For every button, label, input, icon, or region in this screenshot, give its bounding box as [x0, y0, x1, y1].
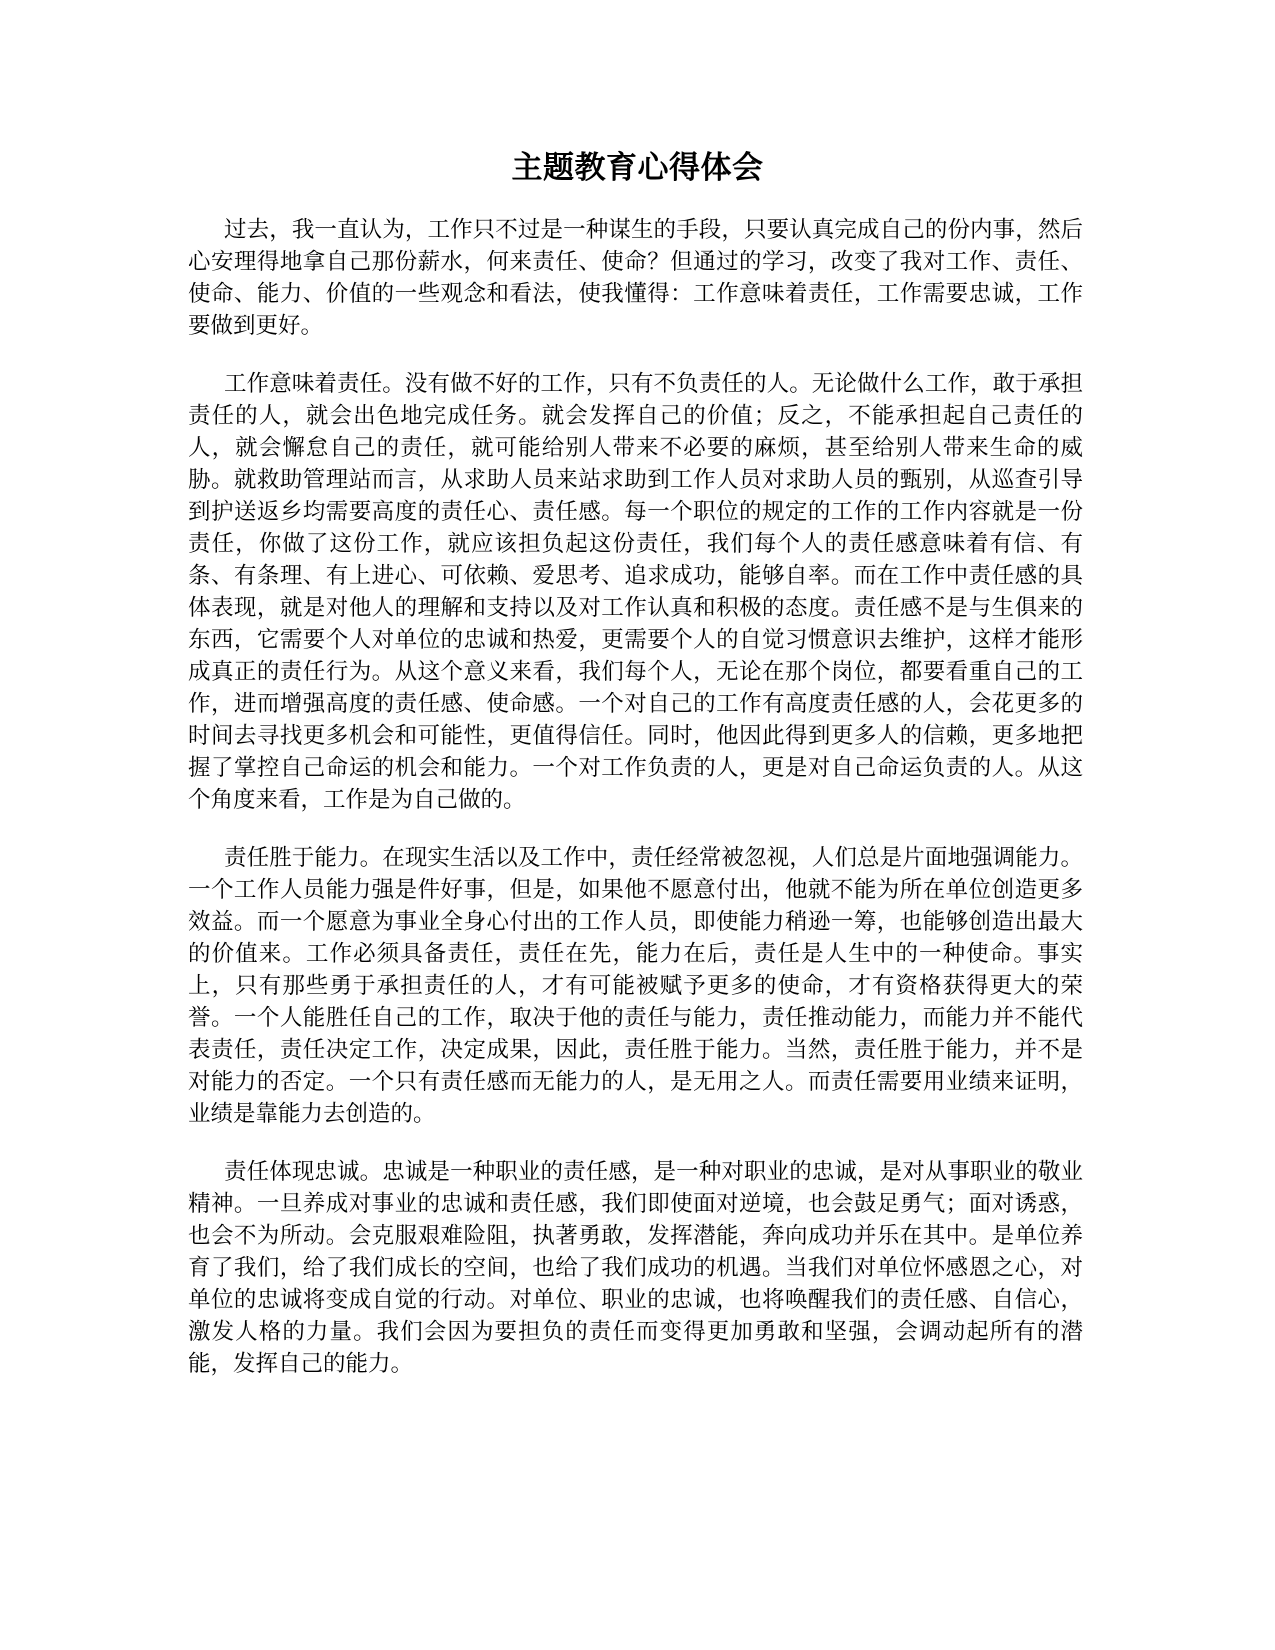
paragraph-1: 过去，我一直认为，工作只不过是一种谋生的手段，只要认真完成自己的份内事，然后心安理得地拿自己那份薪水，何来责任、使命？但通过的学习，改变了我对工作、责任、使命、能力、价值的一些观念和看法，使我懂得：工作意味着责任，工作需要忠诚，工作要做到更好。 — [188, 217, 1083, 339]
paragraph-4: 责任体现忠诚。忠诚是一种职业的责任感，是一种对职业的忠诚，是对从事职业的敬业精神。一旦养成对事业的忠诚和责任感，我们即使面对逆境，也会鼓足勇气；面对诱惑，也会不为所动。会克服艰难险阻，执著勇敢，发挥潜能，奔向成功并乐在其中。是单位养育了我们，给了我们成长的空间，也给了我们成功的机遇。当我们对单位怀感恩之心，对单位的忠诚将变成自觉的行动。对单位、职业的忠诚，也将唤醒我们的责任感、自信心，激发人格的力量。我们会因为要担负的责任而变得更加勇敢和坚强，会调动起所有的潜能，发挥自己的能力。 — [188, 1159, 1083, 1377]
paragraph-2: 工作意味着责任。没有做不好的工作，只有不负责任的人。无论做什么工作，敢于承担责任的人，就会出色地完成任务。就会发挥自己的价值；反之，不能承担起自己责任的人，就会懈怠自己的责任，就可能给别人带来不必要的麻烦，甚至给别人带来生命的威胁。就救助管理站而言，从求助人员来站求助到工作人员对求助人员的甄别，从巡查引导到护送返乡均需要高度的责任心、责任感。每一个职位的规定的工作的工作内容就是一份责任，你做了这份工作，就应该担负起这份责任，我们每个人的责任感意味着有信、有条、有条理、有上进心、可依赖、爱思考、追求成功，能够自率。而在工作中责任感的具体表现，就是对他人的理解和支持以及对工作认真和积极的态度。责任感不是与生俱来的东西，它需要个人对单位的忠诚和热爱，更需要个人的自觉习惯意识去维护，这样才能形成真正的责任行为。从这个意义来看，我们每个人，无论在那个岗位，都要看重自己的工作，进而增强高度的责任感、使命感。一个对自己的工作有高度责任感的人，会花更多的时间去寻找更多机会和可能性，更值得信任。同时，他因此得到更多人的信赖，更多地把握了掌控自己命运的机会和能力。一个对工作负责的人，更是对自己命运负责的人。从这个角度来看，工作是为自己做的。 — [188, 371, 1083, 813]
document-title: 主题教育心得体会 — [511, 150, 764, 186]
document-body — [188, 214, 1083, 1406]
paragraph-3: 责任胜于能力。在现实生活以及工作中，责任经常被忽视，人们总是片面地强调能力。一个工作人员能力强是件好事，但是，如果他不愿意付出，他就不能为所在单位创造更多效益。而一个愿意为事业全身心付出的工作人员，即使能力稍逊一筹，也能够创造出最大的价值来。工作必须具备责任，责任在先，能力在后，责任是人生中的一种使命。事实上，只有那些勇于承担责任的人，才有可能被赋予更多的使命，才有资格获得更大的荣誉。一个人能胜任自己的工作，取决于他的责任与能力，责任推动能力，而能力并不能代表责任，责任决定工作，决定成果，因此，责任胜于能力。当然，责任胜于能力，并不是对能力的否定。一个只有责任感而无能力的人，是无用之人。而责任需要用业绩来证明，业绩是靠能力去创造的。 — [188, 845, 1083, 1127]
